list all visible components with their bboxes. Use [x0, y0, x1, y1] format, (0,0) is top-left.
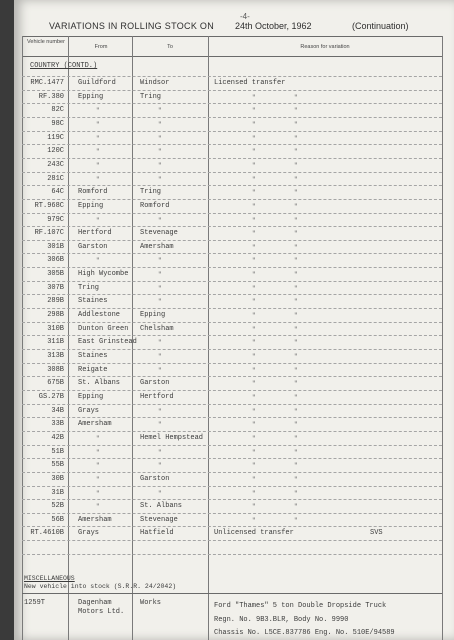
reason: " [252, 202, 256, 210]
last-row-from: Grays [78, 529, 100, 537]
misc-description-line2: Regn. No. 9B3.BLR, Body No. 9990 [214, 616, 349, 624]
vehicle-number: 308B [47, 365, 64, 374]
reason-ditto: " [294, 230, 298, 238]
reason-ditto: " [294, 284, 298, 292]
reason: " [252, 284, 256, 292]
misc-vehicle: 1259T [24, 599, 46, 607]
to-depot: Garston [140, 474, 170, 483]
to-depot: " [158, 339, 162, 347]
misc-from-line2: Motors Ltd. [78, 608, 125, 616]
reason: " [252, 380, 256, 388]
row-rule [22, 117, 442, 118]
row-rule [22, 486, 442, 487]
vehicle-number: GS.27B [38, 392, 64, 401]
from-depot: Guildford [78, 79, 116, 87]
reason: " [252, 257, 256, 265]
row-rule [22, 294, 442, 295]
misc-description-line1: Ford "Thames" 5 ton Double Dropside Truck [214, 602, 387, 610]
reason-ditto: " [294, 503, 298, 511]
from-depot: " [96, 434, 100, 442]
to-depot: Tring [140, 188, 162, 197]
last-row-code: SVS [370, 529, 383, 537]
row-rule [22, 390, 442, 391]
row-rule [22, 240, 442, 241]
reason-ditto: " [294, 353, 298, 360]
to-depot: " [158, 271, 162, 279]
to-depot: " [158, 107, 162, 115]
row-rule [22, 131, 442, 132]
vehicle-number: 33B [51, 420, 64, 429]
to-depot: Hemel Hempstead [140, 433, 204, 442]
from-depot: Epping [78, 392, 104, 401]
reason: " [252, 189, 256, 197]
reason: " [252, 407, 256, 415]
reason: " [252, 366, 256, 374]
to-depot: Chelsham [140, 324, 174, 333]
reason: " [252, 243, 256, 251]
from-depot: Epping [78, 92, 104, 101]
to-depot: Stevenage [140, 229, 178, 238]
reason: " [252, 148, 256, 156]
reason: " [252, 353, 256, 360]
reason: Licensed transfer [214, 79, 286, 87]
vehicle-number: 313B [47, 352, 64, 360]
column-header-from: From [94, 44, 108, 50]
last-row-to: Hatfield [140, 529, 174, 537]
row-rule [22, 281, 442, 282]
vehicle-number: RF.107C [34, 229, 64, 238]
reason-ditto: " [294, 489, 298, 497]
vehicle-number: 243C [47, 160, 64, 169]
vehicle-number: 305B [47, 270, 64, 279]
to-depot: " [158, 161, 162, 169]
row-rule [22, 103, 442, 104]
section-rule [22, 593, 442, 594]
vehicle-number: RT.968C [34, 201, 64, 210]
reason: " [252, 448, 256, 456]
reason-ditto: " [294, 421, 298, 429]
row-rule [22, 158, 442, 159]
last-row-vehicle: RT.4610B [30, 529, 64, 537]
vehicle-number: RF.380 [38, 92, 64, 101]
reason-ditto: " [294, 134, 298, 142]
reason-ditto: " [294, 202, 298, 210]
vehicle-number: 120C [47, 147, 64, 156]
from-depot: " [96, 175, 100, 183]
reason-ditto: " [294, 271, 298, 279]
to-depot: St. Albans [140, 502, 183, 511]
row-rule [22, 226, 442, 227]
from-depot: High Wycombe [78, 270, 129, 279]
reason-ditto: " [294, 107, 298, 115]
vehicle-number: 98C [51, 119, 64, 128]
row-rule [22, 349, 442, 350]
to-depot: " [158, 257, 162, 265]
vehicle-number: 310B [47, 324, 64, 333]
row-rule [22, 404, 442, 405]
section-heading-country: COUNTRY (CONTD.) [30, 62, 98, 70]
row-rule [22, 213, 442, 214]
vehicle-number: 281C [47, 174, 64, 183]
reason-ditto: " [294, 175, 298, 183]
row-rule [22, 267, 442, 268]
misc-description-line3: Chassis No. L5CE.837786 Eng. No. 510E/94589 [214, 629, 395, 637]
vehicle-number: 30B [51, 474, 64, 483]
reason: " [252, 516, 256, 524]
reason: " [252, 421, 256, 429]
reason-ditto: " [294, 516, 298, 524]
from-depot: Grays [78, 406, 100, 415]
column-rule [208, 36, 209, 640]
continuation-label: (Continuation) [352, 21, 409, 31]
reason-ditto: " [294, 380, 298, 388]
misc-subheading: New vehicle into stock (S.R.R. 24/2042) [24, 583, 177, 590]
from-depot: Dunton Green [78, 324, 129, 333]
from-depot: Hertford [78, 229, 112, 238]
vehicle-number: 55B [51, 461, 64, 470]
from-depot: " [96, 134, 100, 142]
vehicle-number: 306B [47, 256, 64, 265]
column-rule [68, 36, 69, 640]
row-rule [22, 499, 442, 500]
vehicle-number: 64C [51, 188, 64, 197]
row-rule [22, 540, 442, 541]
reason-ditto: " [294, 448, 298, 456]
from-depot: " [96, 120, 100, 128]
row-rule [22, 322, 442, 323]
from-depot: " [96, 161, 100, 169]
reason-ditto: " [294, 93, 298, 101]
to-depot: " [158, 462, 162, 470]
misc-to: Works [140, 599, 162, 607]
reason: " [252, 325, 256, 333]
from-depot: " [96, 216, 100, 224]
row-rule [22, 554, 442, 555]
from-depot: East Grinstead [78, 338, 137, 347]
column-header-to: To [167, 44, 173, 50]
from-depot: Amersham [78, 515, 112, 524]
vehicle-number: 979C [47, 215, 64, 224]
misc-from-line1: Dagenham [78, 599, 112, 607]
page-mark: -4- [240, 12, 250, 21]
reason: " [252, 134, 256, 142]
to-depot: " [158, 175, 162, 183]
row-rule [22, 90, 442, 91]
reason: " [252, 216, 256, 224]
from-depot: St. Albans [78, 379, 121, 388]
row-rule [22, 253, 442, 254]
to-depot: Windsor [140, 79, 170, 87]
reason-ditto: " [294, 216, 298, 224]
row-rule [22, 363, 442, 364]
reason-ditto: " [294, 325, 298, 333]
to-depot: " [158, 421, 162, 429]
to-depot: Epping [140, 311, 166, 320]
column-header-vehicle: Vehicle number [27, 39, 65, 45]
vehicle-number: RMC.1477 [30, 79, 64, 87]
reason-ditto: " [294, 298, 298, 306]
row-rule [22, 472, 442, 473]
reason: " [252, 475, 256, 483]
reason-ditto: " [294, 120, 298, 128]
reason-ditto: " [294, 189, 298, 197]
row-rule [22, 376, 442, 377]
to-depot: " [158, 407, 162, 415]
reason: " [252, 93, 256, 101]
document-page [14, 0, 454, 640]
reason-ditto: " [294, 393, 298, 401]
reason-ditto: " [294, 462, 298, 470]
to-depot: " [158, 120, 162, 128]
reason: " [252, 393, 256, 401]
vehicle-number: 311B [47, 338, 64, 347]
to-depot: " [158, 134, 162, 142]
reason: " [252, 161, 256, 169]
from-depot: Staines [78, 297, 108, 306]
from-depot: " [96, 475, 100, 483]
vehicle-number: 675B [47, 379, 64, 388]
row-rule [22, 458, 442, 459]
vehicle-number: 52B [51, 502, 64, 511]
reason-ditto: " [294, 243, 298, 251]
vehicle-number: 82C [51, 106, 64, 115]
row-rule [22, 199, 442, 200]
row-rule [22, 513, 442, 514]
vehicle-number: 289B [47, 297, 64, 306]
table-header-rule [22, 56, 442, 57]
from-depot: " [96, 503, 100, 511]
row-rule [22, 431, 442, 432]
reason-ditto: " [294, 434, 298, 442]
reason-ditto: " [294, 312, 298, 320]
column-rule [442, 36, 443, 640]
vehicle-number: 42B [51, 433, 64, 442]
to-depot: Romford [140, 201, 170, 210]
document-date: 24th October, 1962 [235, 21, 312, 31]
vehicle-number: 51B [51, 447, 64, 456]
row-rule [22, 76, 442, 77]
vehicle-number: 31B [51, 488, 64, 497]
reason: " [252, 489, 256, 497]
reason: " [252, 503, 256, 511]
to-depot: " [158, 366, 162, 374]
reason: " [252, 120, 256, 128]
document-title: VARIATIONS IN ROLLING STOCK ON [49, 21, 215, 31]
vehicle-number: 119C [47, 133, 64, 142]
from-depot: Amersham [78, 420, 112, 429]
to-depot: Stevenage [140, 515, 178, 524]
to-depot: Tring [140, 92, 162, 101]
from-depot: " [96, 462, 100, 470]
from-depot: " [96, 257, 100, 265]
to-depot: " [158, 448, 162, 456]
section-heading-misc: MISCELLANEOUS [24, 575, 75, 582]
row-rule [22, 417, 442, 418]
reason-ditto: " [294, 366, 298, 374]
to-depot: Garston [140, 379, 170, 388]
to-depot: " [158, 284, 162, 292]
from-depot: " [96, 107, 100, 115]
row-rule [22, 185, 442, 186]
row-rule [22, 308, 442, 309]
vehicle-number: 298B [47, 311, 64, 320]
vehicle-number: 56B [51, 515, 64, 524]
row-rule [22, 526, 442, 527]
to-depot: " [158, 298, 162, 306]
to-depot: Amersham [140, 242, 174, 251]
to-depot: Hertford [140, 392, 174, 401]
vehicle-number: 307B [47, 283, 64, 292]
reason-ditto: " [294, 161, 298, 169]
reason-ditto: " [294, 475, 298, 483]
table-top-rule [22, 36, 442, 37]
reason-ditto: " [294, 148, 298, 156]
from-depot: Staines [78, 352, 108, 360]
from-depot: " [96, 448, 100, 456]
reason: " [252, 434, 256, 442]
vehicle-number: 34B [51, 406, 64, 415]
reason: " [252, 339, 256, 347]
to-depot: " [158, 216, 162, 224]
reason: " [252, 230, 256, 238]
reason: " [252, 312, 256, 320]
row-rule [22, 445, 442, 446]
from-depot: Romford [78, 188, 108, 197]
reason-ditto: " [294, 257, 298, 265]
vehicle-number: 301B [47, 242, 64, 251]
reason: " [252, 107, 256, 115]
from-depot: " [96, 148, 100, 156]
from-depot: Epping [78, 201, 104, 210]
from-depot: Garston [78, 242, 108, 251]
reason: " [252, 298, 256, 306]
reason: " [252, 271, 256, 279]
from-depot: Reigate [78, 365, 108, 374]
from-depot: Tring [78, 283, 100, 292]
reason: " [252, 175, 256, 183]
from-depot: " [96, 489, 100, 497]
to-depot: " [158, 489, 162, 497]
row-rule [22, 335, 442, 336]
last-row-reason: Unlicensed transfer [214, 529, 294, 537]
reason: " [252, 462, 256, 470]
reason-ditto: " [294, 339, 298, 347]
to-depot: " [158, 148, 162, 156]
row-rule [22, 172, 442, 173]
to-depot: " [158, 353, 162, 360]
from-depot: Addlestone [78, 311, 121, 320]
reason-ditto: " [294, 407, 298, 415]
row-rule [22, 144, 442, 145]
column-header-reason: Reason for variation [300, 44, 350, 50]
